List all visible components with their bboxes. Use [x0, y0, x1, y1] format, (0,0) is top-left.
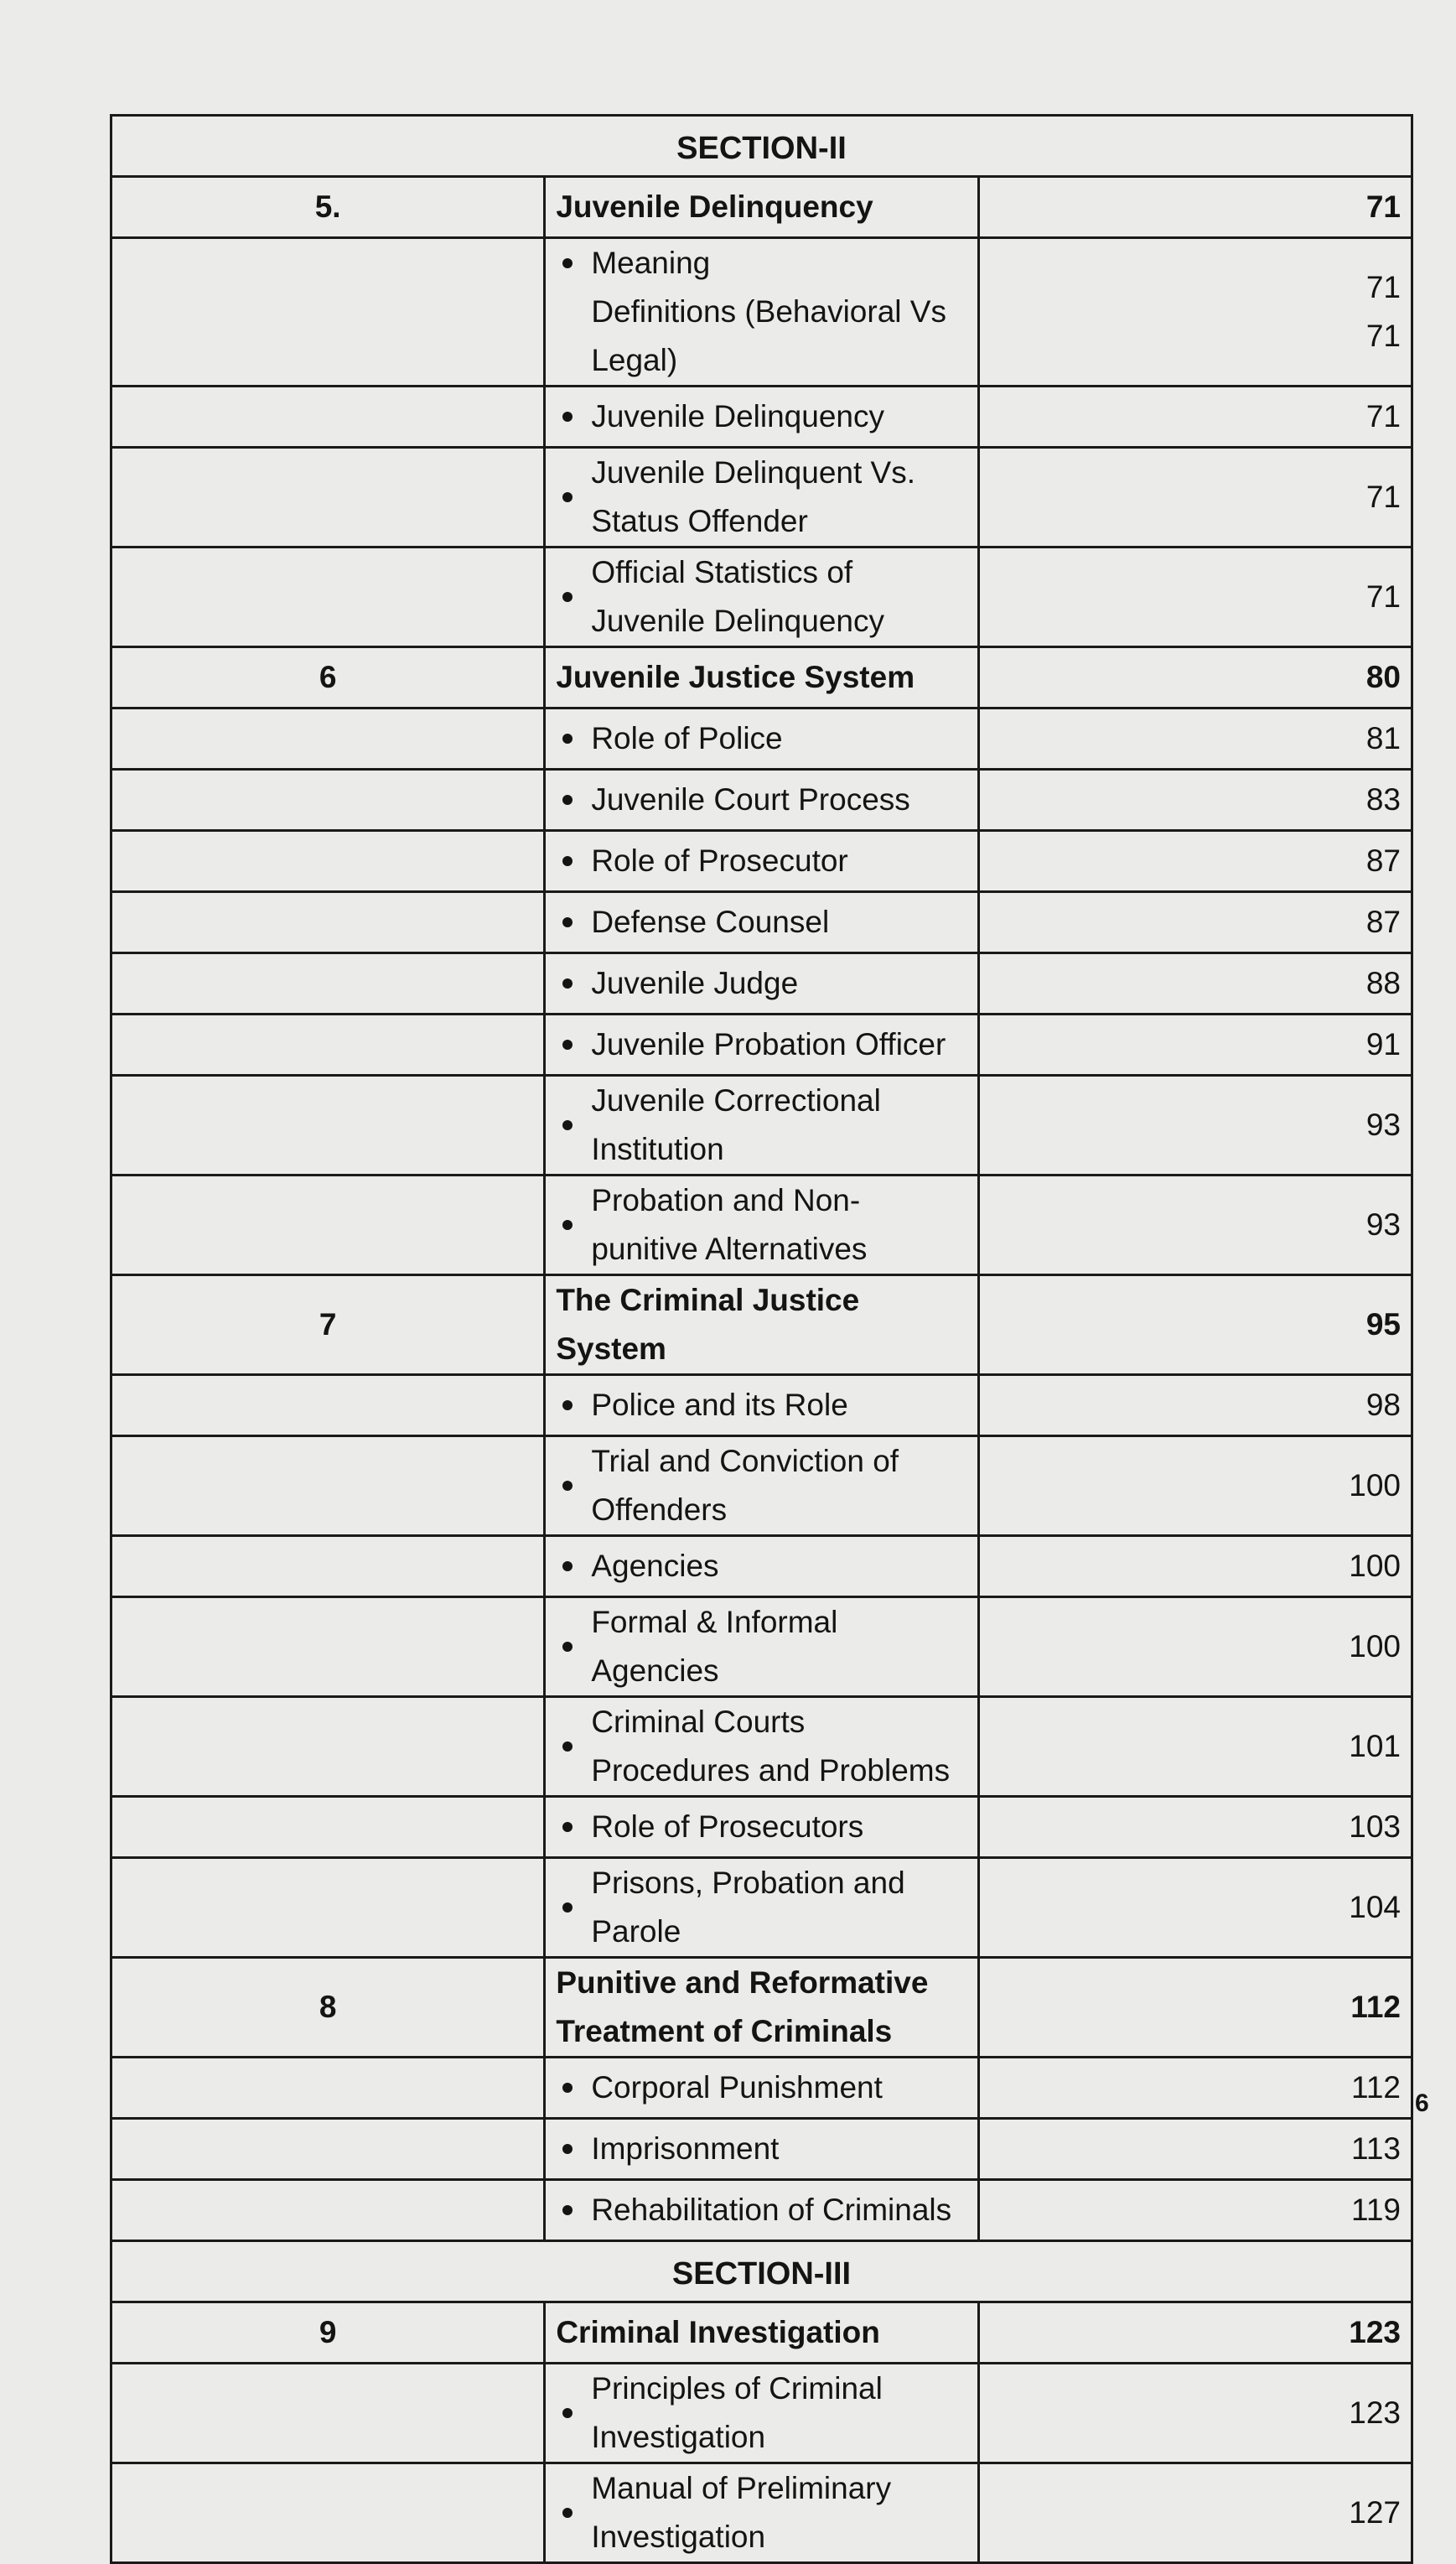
topic-page: 104 — [1349, 1890, 1401, 1924]
topic-line — [556, 1803, 966, 1851]
topic-page-cell — [978, 1436, 1412, 1536]
topic-title: Imprisonment — [591, 2131, 780, 2166]
topic-page: 119 — [1351, 2193, 1401, 2227]
topic-line — [556, 1077, 966, 1174]
topic-page: 87 — [1365, 905, 1401, 939]
table-of-contents — [110, 114, 1413, 2564]
topic-line — [556, 837, 966, 885]
topic-row — [111, 2058, 1412, 2119]
chapter-row — [111, 2302, 1412, 2364]
topic-page-cell — [978, 953, 1412, 1015]
topic-cell — [545, 2058, 978, 2119]
topic-title: Juvenile Judge — [591, 966, 799, 1000]
topic-row — [111, 1597, 1412, 1697]
chapter-number: 5. — [111, 177, 545, 238]
bullet-icon — [562, 1902, 573, 1913]
topic-cell — [545, 1858, 978, 1958]
topic-page-cell — [978, 770, 1412, 831]
topic-title: Police and its Role — [591, 1388, 848, 1422]
topic-number-cell — [111, 2180, 545, 2241]
topic-line — [556, 392, 966, 441]
topic-number-cell — [111, 708, 545, 770]
topic-page: 101 — [1349, 1729, 1401, 1763]
topic-number-cell — [111, 953, 545, 1015]
topic-line — [556, 2186, 966, 2234]
chapter-number: 8 — [111, 1958, 545, 2058]
topic-row — [111, 831, 1412, 892]
topic-title: Official Statistics of Juvenile Delinquency — [591, 555, 884, 638]
topic-title: Role of Prosecutors — [591, 1809, 864, 1844]
topic-line — [556, 1020, 966, 1069]
topic-row — [111, 770, 1412, 831]
topic-cell — [545, 2364, 978, 2463]
topic-cell — [545, 708, 978, 770]
topic-line — [556, 898, 966, 947]
topic-page-cell — [978, 1597, 1412, 1697]
bullet-icon — [562, 734, 573, 744]
topic-page: 71 — [1365, 319, 1401, 353]
topic-row — [111, 1176, 1412, 1275]
topic-number-cell — [111, 448, 545, 548]
topic-number-cell — [111, 770, 545, 831]
section-heading: SECTION-II — [111, 116, 1412, 177]
topic-page-cell — [978, 892, 1412, 953]
topic-page-cell — [978, 1536, 1412, 1597]
bullet-icon — [562, 1481, 573, 1491]
chapter-title: Punitive and Reformative Treatment of Criminals — [545, 1958, 978, 2058]
topic-row — [111, 1076, 1412, 1176]
topic-page: 71 — [1365, 399, 1401, 433]
topic-row — [111, 1436, 1412, 1536]
bullet-icon — [562, 1040, 573, 1050]
topic-page-cell — [978, 548, 1412, 647]
topic-title: Juvenile Correctional Institution — [591, 1083, 881, 1166]
topic-line — [556, 959, 966, 1008]
topic-row — [111, 238, 1412, 387]
topic-cell — [545, 953, 978, 1015]
bullet-icon — [562, 2083, 573, 2093]
bullet-icon — [562, 592, 573, 602]
topic-line — [556, 239, 966, 288]
topic-page-cell — [978, 448, 1412, 548]
topic-number-cell — [111, 1697, 545, 1797]
topic-line — [556, 1381, 966, 1430]
topic-page: 87 — [1365, 843, 1401, 878]
topic-row — [111, 1015, 1412, 1076]
chapter-row — [111, 177, 1412, 238]
chapter-number: 9 — [111, 2302, 545, 2364]
topic-cell — [545, 2180, 978, 2241]
topic-number-cell — [111, 1176, 545, 1275]
topic-line — [556, 2464, 966, 2561]
topic-cell — [545, 448, 978, 548]
chapter-page: 80 — [978, 647, 1412, 708]
chapter-title: Criminal Investigation — [545, 2302, 978, 2364]
topic-page-cell — [978, 1176, 1412, 1275]
topic-title: Trial and Conviction of Offenders — [591, 1444, 899, 1527]
topic-title: Juvenile Court Process — [591, 782, 910, 817]
topic-page-cell — [978, 387, 1412, 448]
topic-page: 81 — [1365, 721, 1401, 755]
bullet-icon — [562, 2508, 573, 2518]
topic-number-cell — [111, 892, 545, 953]
topic-number-cell — [111, 2463, 545, 2563]
toc-body — [111, 116, 1412, 2563]
topic-title: Role of Police — [591, 721, 783, 755]
topic-title: Role of Prosecutor — [591, 843, 848, 878]
topic-title: Agencies — [591, 1549, 719, 1583]
bullet-icon — [562, 258, 573, 268]
bullet-icon — [562, 856, 573, 866]
section-heading-row — [111, 2241, 1412, 2302]
chapter-row — [111, 1275, 1412, 1375]
topic-line — [556, 548, 966, 646]
topic-page: 103 — [1349, 1809, 1401, 1844]
topic-page-cell — [978, 1375, 1412, 1436]
bullet-icon — [562, 2408, 573, 2418]
bullet-icon — [562, 978, 573, 989]
topic-page: 127 — [1349, 2495, 1401, 2530]
topic-title: Criminal Courts Procedures and Problems — [591, 1705, 951, 1788]
topic-number-cell — [111, 1597, 545, 1697]
topic-page: 83 — [1365, 782, 1401, 817]
topic-cell — [545, 1015, 978, 1076]
topic-page: 98 — [1365, 1388, 1401, 1422]
chapter-number: 7 — [111, 1275, 545, 1375]
topic-row — [111, 548, 1412, 647]
topic-row — [111, 953, 1412, 1015]
topic-line — [556, 1542, 966, 1591]
bullet-icon — [562, 1822, 573, 1832]
topic-page-cell — [978, 831, 1412, 892]
topic-number-cell — [111, 2364, 545, 2463]
chapter-number: 6 — [111, 647, 545, 708]
topic-page-cell — [978, 2463, 1412, 2563]
topic-line — [556, 1698, 966, 1795]
topic-cell — [545, 548, 978, 647]
topic-page: 93 — [1365, 1108, 1401, 1142]
chapter-row — [111, 647, 1412, 708]
bullet-icon — [562, 412, 573, 422]
topic-page-cell — [978, 2180, 1412, 2241]
bullet-icon — [562, 2205, 573, 2215]
topic-line — [556, 2125, 966, 2173]
topic-line — [556, 776, 966, 824]
topic-line — [556, 1859, 966, 1956]
topic-page: 91 — [1365, 1027, 1401, 1061]
topic-page-cell — [978, 2058, 1412, 2119]
bullet-icon — [562, 1741, 573, 1752]
topic-page-cell — [978, 1015, 1412, 1076]
chapter-row — [111, 1958, 1412, 2058]
topic-number-cell — [111, 1436, 545, 1536]
topic-page: 100 — [1349, 1549, 1401, 1583]
topic-page: 113 — [1351, 2131, 1401, 2166]
topic-title: Probation and Non-punitive Alternatives — [591, 1183, 868, 1266]
topic-cell — [545, 1536, 978, 1597]
chapter-page: 95 — [978, 1275, 1412, 1375]
topic-number-cell — [111, 1015, 545, 1076]
topic-page: 112 — [1351, 2070, 1401, 2105]
topic-page-cell — [978, 1697, 1412, 1797]
bullet-icon — [562, 2144, 573, 2154]
bullet-icon — [562, 1220, 573, 1230]
topic-page: 71 — [1365, 480, 1401, 514]
topic-line — [556, 2364, 966, 2462]
topic-page-cell — [978, 2119, 1412, 2180]
topic-row — [111, 2463, 1412, 2563]
topic-title: Manual of Preliminary Investigation — [591, 2471, 892, 2554]
topic-page: 93 — [1365, 1207, 1401, 1242]
topic-number-cell — [111, 387, 545, 448]
topic-line — [556, 1176, 966, 1274]
bullet-icon — [562, 795, 573, 805]
section-heading: SECTION-III — [111, 2241, 1412, 2302]
topic-cell — [545, 770, 978, 831]
topic-cell — [545, 1697, 978, 1797]
topic-page: 100 — [1349, 1629, 1401, 1663]
chapter-title: Juvenile Delinquency — [545, 177, 978, 238]
topic-cell — [545, 2463, 978, 2563]
topic-number-cell — [111, 1536, 545, 1597]
topic-title: Definitions (Behavioral Vs Legal) — [591, 294, 946, 377]
topic-row — [111, 1797, 1412, 1858]
topic-page: 123 — [1349, 2395, 1401, 2430]
topic-cell — [545, 1597, 978, 1697]
topic-title: Rehabilitation of Criminals — [591, 2193, 952, 2227]
page-number: 6 — [1415, 2089, 1429, 2117]
topic-row — [111, 1858, 1412, 1958]
topic-line — [556, 2063, 966, 2112]
chapter-page: 123 — [978, 2302, 1412, 2364]
topic-title: Defense Counsel — [591, 905, 830, 939]
bullet-icon — [562, 1120, 573, 1130]
topic-row — [111, 1536, 1412, 1597]
topic-number-cell — [111, 2058, 545, 2119]
topic-page-cell — [978, 1858, 1412, 1958]
topic-line — [556, 449, 966, 546]
topic-cell — [545, 1797, 978, 1858]
topic-row — [111, 2180, 1412, 2241]
topic-row — [111, 387, 1412, 448]
topic-cell — [545, 1375, 978, 1436]
topic-title: Prisons, Probation and Parole — [591, 1866, 905, 1949]
topic-title: Meaning — [591, 246, 711, 280]
topic-title: Formal & Informal Agencies — [591, 1605, 838, 1688]
topic-row — [111, 1697, 1412, 1797]
topic-number-cell — [111, 831, 545, 892]
topic-cell — [545, 387, 978, 448]
topic-number-cell — [111, 238, 545, 387]
topic-row — [111, 708, 1412, 770]
topic-number-cell — [111, 1076, 545, 1176]
topic-page-cell — [978, 1076, 1412, 1176]
topic-title: Juvenile Probation Officer — [591, 1027, 946, 1061]
chapter-page: 71 — [978, 177, 1412, 238]
section-heading-row — [111, 116, 1412, 177]
topic-row — [111, 892, 1412, 953]
topic-page-cell — [978, 708, 1412, 770]
topic-title: Corporal Punishment — [591, 2070, 883, 2105]
bullet-icon — [562, 1400, 573, 1410]
topic-line — [556, 1437, 966, 1534]
bullet-icon — [562, 492, 573, 502]
topic-number-cell — [111, 1858, 545, 1958]
topic-row — [111, 2119, 1412, 2180]
topic-cell — [545, 2119, 978, 2180]
chapter-title: Juvenile Justice System — [545, 647, 978, 708]
topic-cell — [545, 238, 978, 387]
topic-title: Principles of Criminal Investigation — [591, 2371, 883, 2454]
topic-number-cell — [111, 1375, 545, 1436]
topic-row — [111, 448, 1412, 548]
topic-page-cell — [978, 1797, 1412, 1858]
topic-page: 71 — [1365, 270, 1401, 304]
topic-line — [556, 1598, 966, 1695]
bullet-icon — [562, 1642, 573, 1652]
bullet-icon — [562, 917, 573, 927]
topic-title: Juvenile Delinquency — [591, 399, 884, 433]
topic-number-cell — [111, 548, 545, 647]
topic-line — [556, 714, 966, 763]
topic-page-cell — [978, 238, 1412, 387]
topic-number-cell — [111, 1797, 545, 1858]
topic-title: Juvenile Delinquent Vs. Status Offender — [591, 455, 916, 538]
topic-cell — [545, 1076, 978, 1176]
topic-cell — [545, 1436, 978, 1536]
topic-cell — [545, 831, 978, 892]
topic-number-cell — [111, 2119, 545, 2180]
topic-page: 88 — [1365, 966, 1401, 1000]
topic-row — [111, 1375, 1412, 1436]
chapter-page: 112 — [978, 1958, 1412, 2058]
topic-row — [111, 2364, 1412, 2463]
chapter-title: The Criminal Justice System — [545, 1275, 978, 1375]
topic-page-cell — [978, 2364, 1412, 2463]
topic-page: 100 — [1349, 1468, 1401, 1503]
topic-cell — [545, 1176, 978, 1275]
topic-page: 71 — [1365, 579, 1401, 614]
topic-cell — [545, 892, 978, 953]
bullet-icon — [562, 1561, 573, 1571]
